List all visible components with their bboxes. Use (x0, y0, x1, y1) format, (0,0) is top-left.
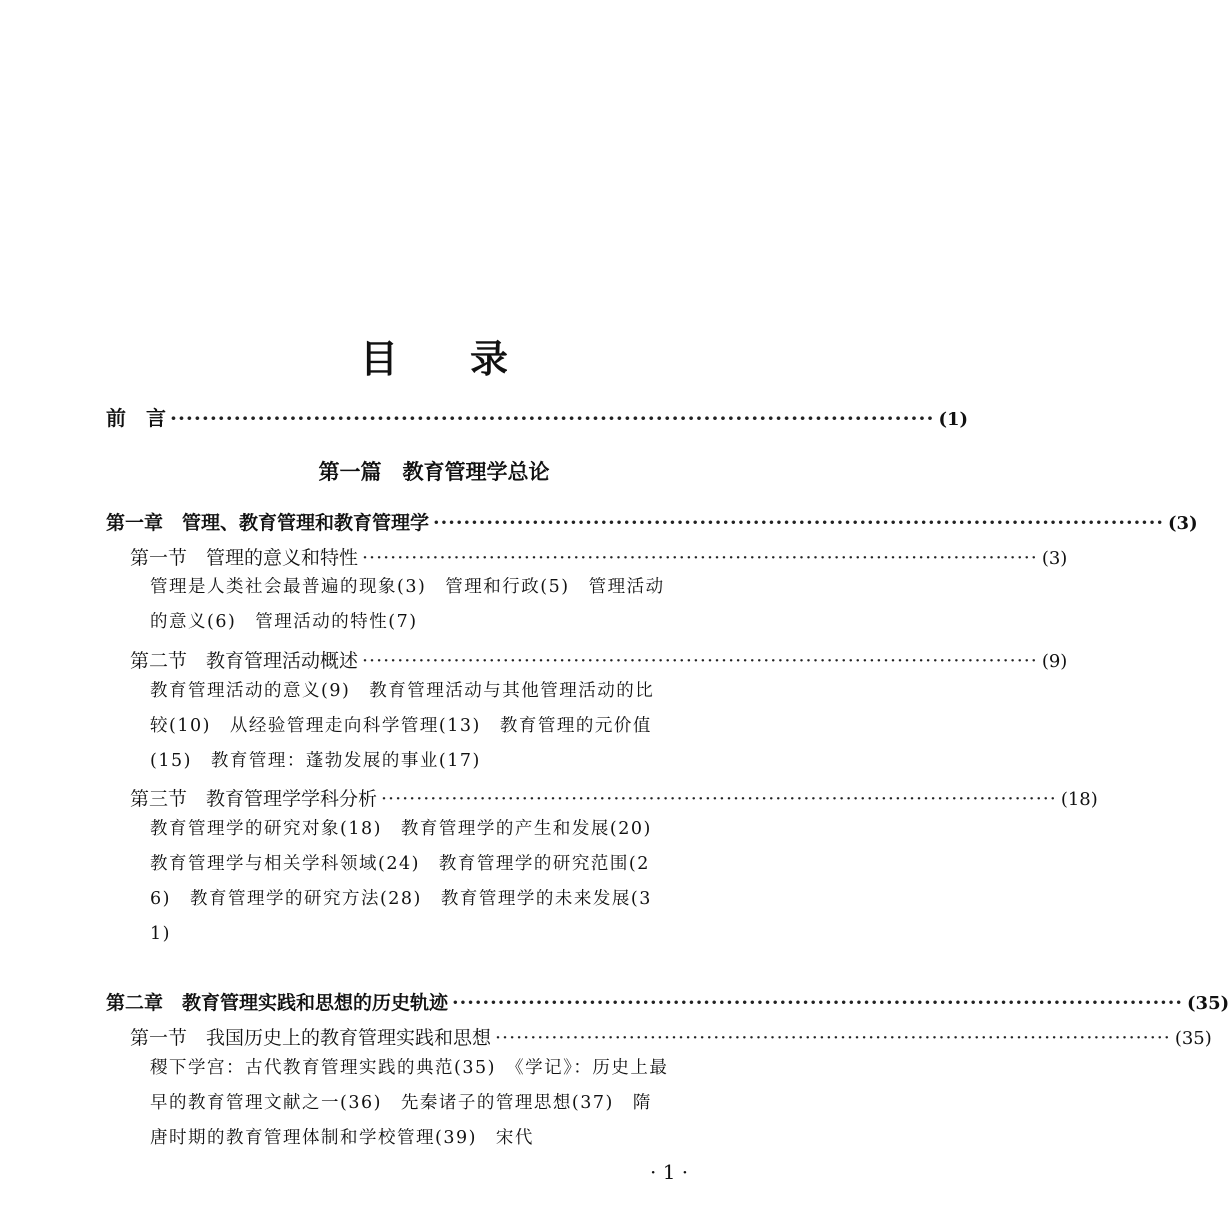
toc-page-number: (3) (1168, 513, 1198, 534)
section-topics: 教育管理活动的意义(9) 教育管理活动与其他管理活动的比较(10) 从经验管理走向科学管理(13) 教育管理的元价值(15) 教育管理：蓬勃发展的事业(17) (150, 681, 655, 771)
leader-dots: ································································································ (433, 512, 1165, 534)
toc-entry-label: 第一节 管理的意义和特性 (130, 547, 359, 569)
leader-dots: ································································································ (495, 1027, 1171, 1049)
leader-dots: ································································································ (452, 992, 1184, 1014)
toc-entry-label: 前 言 (106, 406, 166, 430)
toc-entry-section-1-1[interactable] (130, 543, 1068, 570)
toc-page-number: (35) (1187, 993, 1229, 1014)
toc-page-number: (1) (938, 409, 968, 430)
toc-entry-label: 第一节 我国历史上的教育管理实践和思想 (130, 1027, 492, 1049)
title-char-1: 目 (359, 337, 398, 381)
toc-entry-section-1-3[interactable] (130, 784, 1098, 811)
page-number: · 1 · (650, 1160, 689, 1184)
leader-dots: ································································································ (362, 547, 1038, 569)
toc-entry-label: 第二章 教育管理实践和思想的历史轨迹 (106, 992, 449, 1014)
toc-page-number: (35) (1174, 1028, 1212, 1049)
section-topics: 教育管理学的研究对象(18) 教育管理学的产生和发展(20) 教育管理学与相关学科领域(24) 教育管理学的研究范围(26) 教育管理学的研究方法(28) 教育管理学的未来发展(31) (150, 819, 671, 944)
section-topics: 管理是人类社会最普遍的现象(3) 管理和行政(5) 管理活动的意义(6) 管理活动的特性(7) (150, 577, 665, 632)
toc-entry-label: 第二节 教育管理活动概述 (130, 650, 359, 672)
leader-dots: ································································································ (362, 650, 1038, 672)
part-heading: 第一篇 教育管理学总论 (318, 460, 550, 484)
page-title (0, 328, 868, 383)
toc-entry-chapter-2[interactable] (106, 988, 1229, 1015)
leader-dots: ································································································ (381, 788, 1057, 810)
toc-entry-label: 第三节 教育管理学学科分析 (130, 788, 378, 810)
leader-dots: ································································································ (170, 406, 935, 430)
toc-page-number: (18) (1060, 789, 1098, 810)
toc-entry-preface[interactable] (106, 402, 968, 431)
toc-entry-section-2-1[interactable] (130, 1023, 1212, 1050)
title-char-2: 录 (470, 337, 509, 381)
toc-entry-label: 第一章 管理、教育管理和教育管理学 (106, 512, 430, 534)
toc-page-number: (3) (1041, 548, 1068, 569)
toc-entry-section-1-2[interactable] (130, 646, 1068, 673)
toc-entry-chapter-1[interactable] (106, 508, 1198, 535)
toc-page-number: (9) (1041, 651, 1068, 672)
section-topics: 稷下学宫：古代教育管理实践的典范(35) 《学记》：历史上最早的教育管理文献之一(36) 先秦诸子的管理思想(37) 隋唐时期的教育管理体制和学校管理(39) 宋代 (150, 1058, 669, 1148)
